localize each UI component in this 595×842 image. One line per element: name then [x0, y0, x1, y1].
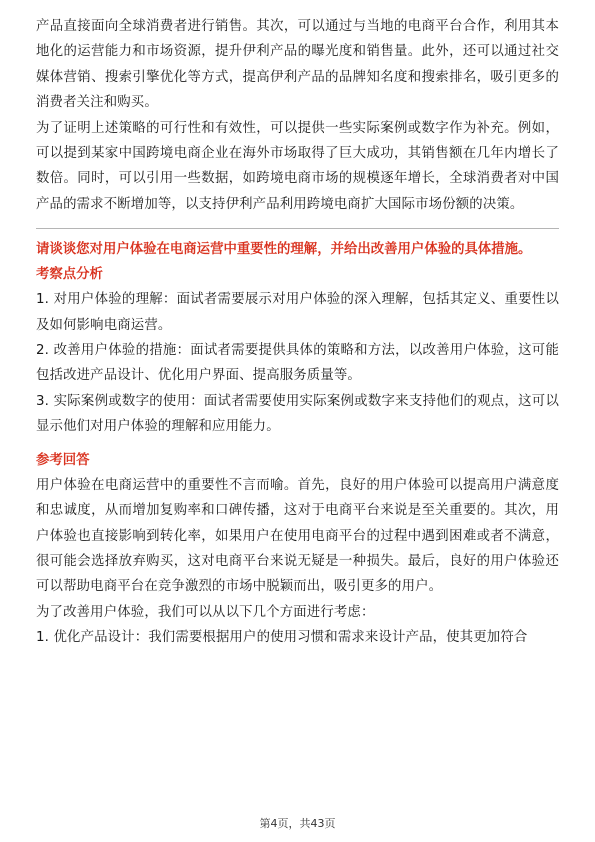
section-divider: [36, 228, 559, 229]
page-number: 第4页，共43页: [259, 817, 336, 830]
answer-paragraph: 用户体验在电商运营中的重要性不言而喻。首先，良好的用户体验可以提高用户满意度和忠诚度，从而增加复购率和口碑传播，这对于电商平台来说是至关重要的。其次，用户体验也直接影响到转化率，如果用户在使用电商平台的过程中遇到困难或者不满意，很可能会选择放弃购买，这对电商平台来说无疑是一种损失。最后，良好的用户体验还可以帮助电商平台在竞争激烈的市场中脱颖而出，吸引更多的用户。: [36, 477, 559, 595]
answer-paragraph: 为了改善用户体验，我们可以从以下几个方面进行考虑：: [36, 604, 375, 620]
analysis-item: 3. 实际案例或数字的使用：面试者需要使用实际案例或数字来支持他们的观点，这可以显示他们对用户体验的理解和应用能力。: [36, 393, 559, 435]
body-paragraph: 为了证明上述策略的可行性和有效性，可以提供一些实际案例或数字作为补充。例如，可以提到某家中国跨境电商企业在海外市场取得了巨大成功，其销售额在几年内增长了数倍。同时，可以引用一些数据，如跨境电商市场的规模逐年增长，全球消费者对中国产品的需求不断增加等，以支持伊利产品利用跨境电商扩大国际市场份额的决策。: [36, 120, 559, 212]
analysis-heading: 考察点分析: [36, 267, 103, 283]
answer-paragraph: 1. 优化产品设计：我们需要根据用户的使用习惯和需求来设计产品，使其更加符合: [36, 630, 528, 646]
analysis-item: 2. 改善用户体验的措施：面试者需要提供具体的策略和方法，以改善用户体验，这可能包括改进产品设计、优化用户界面、提高服务质量等。: [36, 343, 559, 384]
document-page: [36, 14, 559, 651]
body-paragraph: 产品直接面向全球消费者进行销售。其次，可以通过与当地的电商平台合作，利用其本地化的运营能力和市场资源，提升伊利产品的曝光度和销售量。此外，还可以通过社交媒体营销、搜索引擎优化等方式，提高伊利产品的品牌知名度和搜索排名，吸引更多的消费者关注和购买。: [36, 19, 559, 111]
answer-heading: 参考回答: [36, 452, 90, 468]
interview-question: 请谈谈您对用户体验在电商运营中重要性的理解，并给出改善用户体验的具体措施。: [36, 242, 532, 258]
analysis-item: 1. 对用户体验的理解：面试者需要展示对用户体验的深入理解，包括其定义、重要性以及如何影响电商运营。: [36, 292, 559, 333]
spacer: [36, 440, 559, 446]
